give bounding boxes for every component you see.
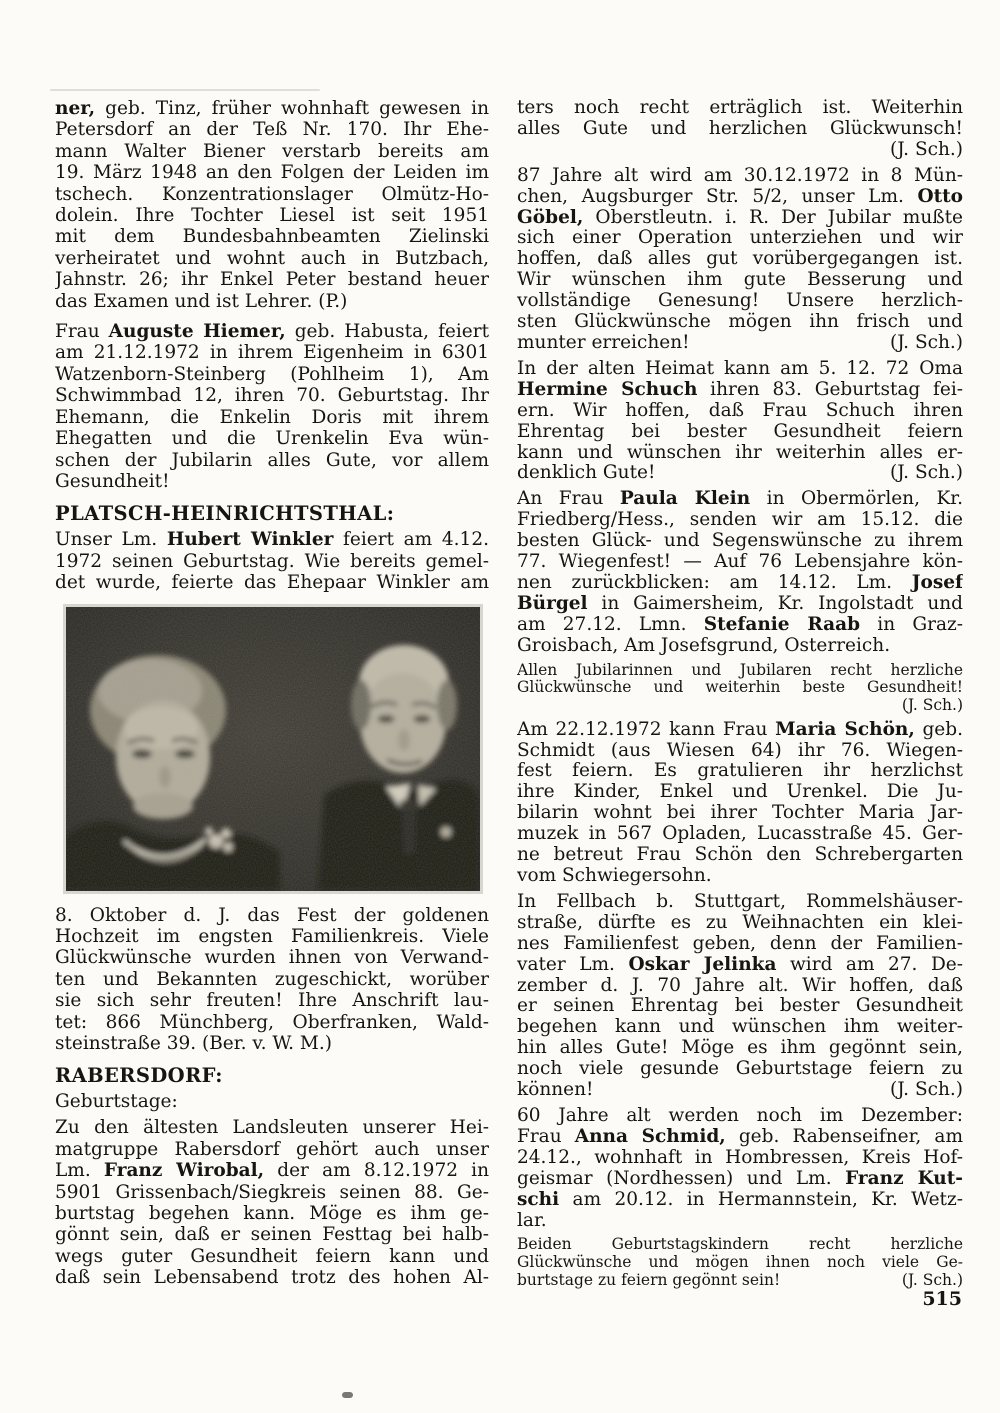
text-segment: Glückwünsche und weiterhin beste Gesundheit! <box>517 679 963 697</box>
text-line <box>517 976 963 997</box>
text-segment: noch viele gesunde Geburtstage feiern zu <box>517 1059 963 1080</box>
text-segment: geb. Rabenseifner, am <box>725 1126 963 1147</box>
bold-text-segment: Maria Schön, <box>775 719 915 740</box>
text-segment: verheiratet und wohnt auch in Butzbach, <box>55 247 489 269</box>
text-segment: tschech. Konzentrationslager Olmütz-Ho- <box>55 183 489 205</box>
couple-portrait-graphic <box>66 607 480 891</box>
text-segment: steinstraße 39. (Ber. v. W. M.) <box>55 1032 332 1054</box>
text-segment: Schmidt (aus Wiesen 64) ihr 76. Wiegen- <box>517 740 963 761</box>
text-segment: hin alles Gute! Möge es ihm gegönnt sein, <box>517 1038 963 1059</box>
text-segment: gönnt sein, daß er seinen Festtag bei halb- <box>55 1224 489 1246</box>
text-segment: ters noch recht erträglich ist. Weiterhin <box>517 98 963 118</box>
klein-buergel-raab-notice <box>517 489 963 656</box>
text-line <box>517 1211 963 1232</box>
text-segment: 60 Jahre alt werden noch im Dezember: <box>517 1105 963 1126</box>
text-line <box>517 119 963 140</box>
bold-text-segment: Hermine Schuch <box>517 379 698 400</box>
text-segment: Gesundheit! <box>55 470 170 492</box>
text-segment: hoffen, daß alles gut vorübergegangen ist. <box>517 249 963 270</box>
text-line <box>55 269 489 290</box>
print-speck <box>342 1392 353 1398</box>
text-segment: vom Schwiegersohn. <box>517 866 712 887</box>
winkler-notice-bottom <box>55 905 489 1055</box>
text-line <box>55 248 489 269</box>
text-segment: Ehrentag bei bester Gesundheit feiern <box>517 421 963 442</box>
page-number: 515 <box>922 1288 962 1310</box>
text-line <box>517 594 963 615</box>
text-line <box>517 573 963 594</box>
text-segment: nen zurückblicken: am 14.12. Lm. <box>517 572 912 593</box>
text-segment: zember d. J. 70 Jahre alt. Wir hoffen, daß <box>517 975 963 996</box>
text-segment: Zu den ältesten Landsleuten unserer Hei- <box>55 1117 489 1139</box>
text-line <box>55 1117 489 1138</box>
text-segment: in Gaimersheim, Kr. Ingolstadt und <box>587 593 963 614</box>
text-segment: daß sein Lebensabend trotz des hohen Al- <box>55 1267 489 1289</box>
bold-text-segment: Hubert Winkler <box>166 529 334 551</box>
text-line <box>55 947 489 968</box>
text-line <box>517 422 963 443</box>
text-segment: das Examen und ist Lehrer. (P.) <box>55 290 348 312</box>
scan-artifact <box>50 89 320 91</box>
text-line <box>55 1182 489 1203</box>
text-segment: Ehemann, die Enkelin Doris mit ihrem <box>55 406 489 428</box>
signature-initials: (J. Sch.) <box>901 696 963 714</box>
text-segment: chen, Augsburger Str. 5/2, unser Lm. <box>517 186 918 207</box>
text-line <box>55 184 489 205</box>
text-line <box>55 1160 489 1181</box>
text-columns <box>55 98 963 1298</box>
text-line <box>517 824 963 845</box>
text-segment: Hochzeit im engsten Familienkreis. Viele <box>55 925 489 947</box>
text-segment: Allen Jubilarinnen und Jubilaren recht herzliche <box>517 661 963 679</box>
bold-text-segment: ner, <box>55 98 96 119</box>
text-line <box>55 1246 489 1267</box>
text-line <box>55 529 489 550</box>
bold-text-segment: Franz Wirobal, <box>103 1160 265 1182</box>
text-line <box>517 1254 963 1272</box>
text-line <box>55 572 489 593</box>
winkler-notice-top <box>55 529 489 593</box>
signature-initials: (J. Sch.) <box>901 1271 963 1289</box>
text-line <box>517 333 963 354</box>
bold-text-segment: schi <box>517 1189 560 1210</box>
text-line <box>517 312 963 333</box>
text-line <box>55 141 489 162</box>
text-segment: 24.12., wohnhaft in Hombressen, Kreis Hof- <box>517 1147 963 1168</box>
bold-text-segment: Stefanie Raab <box>703 614 861 635</box>
text-line <box>517 741 963 762</box>
text-segment: tet: 866 Münchberg, Oberfranken, Wald- <box>55 1011 489 1033</box>
text-line <box>517 443 963 464</box>
right-column <box>517 98 963 1298</box>
text-segment: Frau <box>55 321 109 343</box>
text-segment: 19. März 1948 an den Folgen der Leiden im <box>55 162 489 184</box>
text-segment: Schwimmbad 12, ihren 70. Geburtstag. Ihr <box>55 385 489 407</box>
text-line <box>517 866 963 887</box>
text-segment: dolein. Ihre Tochter Liesel ist seit 1951 <box>55 205 489 227</box>
geburtstagskinder-wishes-small <box>517 1236 963 1289</box>
text-segment: ihre Kinder, Enkel und Urenkel. Die Ju- <box>517 782 963 803</box>
text-segment: der am 8.12.1972 in <box>264 1160 489 1182</box>
text-line <box>55 969 489 990</box>
text-segment: Groisbach, Am Josefsgrund, Österreich. <box>517 635 891 656</box>
signature-initials: (J. Sch.) <box>889 1080 963 1101</box>
text-line <box>55 1224 489 1245</box>
text-line <box>517 913 963 934</box>
text-segment: Unser Lm. <box>55 529 167 551</box>
text-line <box>517 140 963 161</box>
text-segment: Jahnstr. 26; ihr Enkel Peter bestand heuer <box>55 269 489 291</box>
text-line <box>517 380 963 401</box>
text-segment: 77. Wiegenfest! — Auf 76 Lebensjahre kön- <box>517 552 963 573</box>
text-line <box>517 892 963 913</box>
text-segment: vollständige Genesung! Unsere herzlich- <box>517 291 963 312</box>
text-segment: In Fellbach b. Stuttgart, Rommelshäuser- <box>517 891 963 912</box>
text-segment: geb. Habusta, feiert <box>285 321 489 343</box>
text-segment: Ehegatten und die Urenkelin Eva wün- <box>55 428 489 450</box>
text-segment: burtstag begehen kann. Möge es ihm ge- <box>55 1203 489 1224</box>
text-line <box>517 228 963 249</box>
text-line <box>517 98 963 119</box>
text-line <box>517 187 963 208</box>
text-line <box>55 385 489 406</box>
bold-text-segment: Josef <box>911 572 963 593</box>
text-line <box>517 489 963 510</box>
text-segment: besten Glück- und Segenswünsche zu ihrem <box>517 531 963 552</box>
left-column <box>55 98 489 1298</box>
schmid-kutschi-notice <box>517 1106 963 1231</box>
bold-text-segment: Göbel, <box>517 207 584 228</box>
text-line <box>517 1127 963 1148</box>
text-line <box>517 1059 963 1080</box>
text-segment: am 21.12.1972 in ihrem Eigenheim in 6301 <box>55 342 489 364</box>
text-line <box>517 1080 963 1101</box>
text-segment: 1972 seinen Geburtstag. Wie bereits gemel- <box>55 550 489 572</box>
text-line <box>55 471 489 492</box>
text-line <box>517 1272 963 1290</box>
text-line <box>517 761 963 782</box>
text-line <box>517 720 963 741</box>
text-line <box>55 1203 489 1224</box>
text-segment: kann und wünschen ihr weiterhin alles er- <box>517 442 963 463</box>
text-segment: 5901 Grissenbach/Siegkreis seinen 88. Ge- <box>55 1181 489 1203</box>
text-line <box>517 359 963 380</box>
winkler-couple-photo <box>63 604 483 894</box>
text-line <box>517 531 963 552</box>
bold-text-segment: Auguste Hiemer, <box>108 321 286 343</box>
text-line <box>517 1017 963 1038</box>
text-segment: ten und Bekannten zugeschickt, worüber <box>55 968 489 990</box>
text-segment: geb. Tinz, früher wohnhaft gewesen in <box>95 98 489 119</box>
text-segment: ern. Wir hoffen, daß Frau Schuch ihren <box>517 400 963 421</box>
text-line <box>55 450 489 471</box>
text-line <box>517 510 963 531</box>
text-line <box>517 934 963 955</box>
text-segment: vater Lm. <box>517 954 629 975</box>
biener-notice <box>55 98 489 312</box>
text-line <box>517 166 963 187</box>
signature-initials: (J. Sch.) <box>889 332 963 353</box>
bold-text-segment: Otto <box>917 186 963 207</box>
text-segment: ihren 83. Geburtstag fei- <box>697 379 963 400</box>
text-segment: er seinen Ehrentag bei bester Gesundheit <box>517 996 963 1017</box>
text-segment: matgruppe Rabersdorf gehört auch unser <box>55 1138 489 1160</box>
text-segment: Wir wünschen ihm gute Besserung und <box>517 270 963 291</box>
signature-initials: (J. Sch.) <box>889 139 963 160</box>
text-line <box>517 1106 963 1127</box>
text-line <box>517 845 963 866</box>
text-segment: An Frau <box>517 489 620 510</box>
geburtstage-subheading: Geburtstage: <box>55 1091 178 1113</box>
text-line <box>55 428 489 449</box>
text-segment: ne betreut Frau Schön den Schrebergarten <box>517 845 963 866</box>
text-line <box>55 905 489 926</box>
text-line <box>517 1236 963 1254</box>
text-line <box>55 162 489 183</box>
text-segment: feiert am 4.12. <box>333 529 489 551</box>
text-segment: Petersdorf an der Teß Nr. 170. Ihr Ehe- <box>55 119 489 141</box>
text-segment: schen der Jubilarin alles Gute, vor allem <box>55 449 489 471</box>
text-segment: in Graz- <box>860 614 963 635</box>
text-line <box>517 291 963 312</box>
text-segment: fest feiern. Es gratulieren ihr herzlichst <box>517 761 963 782</box>
text-line <box>517 803 963 824</box>
text-segment: bilarin wohnt bei ihrer Tochter Maria Jar- <box>517 803 963 824</box>
text-segment: Beiden Geburtstagskindern recht herzliche <box>517 1236 963 1254</box>
text-segment: am 20.12. in Hermannstein, Kr. Wetz- <box>559 1189 963 1210</box>
text-segment: lar. <box>517 1210 547 1231</box>
text-segment: Am 22.12.1972 kann Frau <box>517 719 776 740</box>
text-line <box>517 552 963 573</box>
text-segment: wird am 27. De- <box>776 954 963 975</box>
text-line <box>55 119 489 140</box>
bold-text-segment: Franz Kut- <box>845 1168 963 1189</box>
text-line <box>517 1148 963 1169</box>
text-line <box>517 1169 963 1190</box>
text-segment: Oberstleutn. i. R. Der Jubilar mußte <box>583 207 963 228</box>
text-line <box>517 208 963 229</box>
text-segment: geb. <box>914 719 963 740</box>
text-line <box>55 342 489 363</box>
platsch-heinrichtsthal-heading: PLATSCH-HEINRICHTSTHAL: <box>55 502 395 526</box>
text-line <box>517 249 963 270</box>
text-line <box>517 955 963 976</box>
text-line <box>55 1033 489 1054</box>
text-line <box>55 321 489 342</box>
schuch-notice <box>517 359 963 484</box>
text-segment: können! <box>517 1080 594 1101</box>
text-line <box>55 1139 489 1160</box>
text-line <box>517 996 963 1017</box>
text-line <box>517 782 963 803</box>
bold-text-segment: Oskar Jelinka <box>628 954 777 975</box>
bold-text-segment: Bürgel <box>517 593 588 614</box>
jelinka-notice <box>517 892 963 1101</box>
text-line <box>55 98 489 119</box>
rabersdorf-heading: RABERSDORF: <box>55 1064 223 1088</box>
text-segment: Glückwünsche wurden ihnen von Verwand- <box>55 947 489 969</box>
hiemer-notice <box>55 321 489 492</box>
text-line <box>517 1190 963 1211</box>
signature-initials: (J. Sch.) <box>889 463 963 484</box>
text-segment: 87 Jahre alt wird am 30.12.1972 in 8 Mün- <box>517 165 963 186</box>
text-line <box>55 291 489 312</box>
text-segment: wegs guter Gesundheit feiern kann und <box>55 1245 489 1267</box>
wirobal-notice-continued <box>517 98 963 161</box>
text-line <box>55 364 489 385</box>
wirobal-notice <box>55 1117 489 1288</box>
text-line <box>55 1012 489 1033</box>
text-segment: sten Glückwünsche mögen ihn frisch und <box>517 312 963 333</box>
text-line <box>55 551 489 572</box>
text-line <box>517 636 963 657</box>
goebel-notice <box>517 166 963 354</box>
text-line <box>517 662 963 680</box>
text-line <box>55 205 489 226</box>
text-segment: denklich Gute! <box>517 463 656 484</box>
jubilare-wishes-small <box>517 662 963 715</box>
text-segment: straße, dürfte es zu Weihnachten ein klei- <box>517 912 963 933</box>
text-line <box>517 270 963 291</box>
text-segment: Friedberg/Hess., senden wir am 15.12. die <box>517 510 963 531</box>
text-line <box>55 226 489 247</box>
bold-text-segment: Anna Schmid, <box>574 1126 726 1147</box>
text-line <box>517 679 963 697</box>
text-line <box>55 990 489 1011</box>
text-segment: sich einer Operation unterziehen und wir <box>517 228 963 249</box>
text-line <box>517 1038 963 1059</box>
text-segment: burtstage zu feiern gegönnt sein! <box>517 1271 781 1289</box>
text-segment: Glückwünsche und mögen ihnen noch viele Ge- <box>517 1254 963 1272</box>
text-segment: Watzenborn-Steinberg (Pohlheim 1), Am <box>55 363 489 385</box>
text-segment: mit dem Bundesbahnbeamten Zielinski <box>55 226 489 248</box>
text-segment: geismar (Nordhessen) und Lm. <box>517 1168 846 1189</box>
text-segment: det wurde, feierte das Ehepaar Winkler am <box>55 572 489 594</box>
text-segment: Frau <box>517 1126 575 1147</box>
text-segment: am 27.12. Lmn. <box>517 614 704 635</box>
text-segment: munter erreichen! <box>517 332 690 353</box>
text-segment: in Obermörlen, Kr. <box>750 489 963 510</box>
text-segment: begehen kann und wünschen ihm weiter- <box>517 1017 963 1038</box>
text-segment: nes Familienfest geben, denn der Familien- <box>517 933 963 954</box>
text-segment: muzek in 567 Opladen, Lucasstraße 45. Ger- <box>517 824 963 845</box>
text-segment: sie sich sehr freuten! Ihre Anschrift lau- <box>55 990 489 1012</box>
text-segment: alles Gute und herzlichen Glückwunsch! <box>517 118 963 139</box>
text-line <box>517 401 963 422</box>
text-segment: In der alten Heimat kann am 5. 12. 72 Oma <box>517 358 963 379</box>
text-segment: 8. Oktober d. J. das Fest der goldenen <box>55 904 489 926</box>
text-line <box>55 926 489 947</box>
text-line <box>55 407 489 428</box>
text-line <box>517 615 963 636</box>
text-segment: mann Walter Biener verstarb bereits am <box>55 140 489 162</box>
text-line <box>517 697 963 715</box>
text-line <box>55 1267 489 1288</box>
bold-text-segment: Paula Klein <box>619 489 751 510</box>
text-segment: Lm. <box>55 1160 104 1182</box>
schoen-notice <box>517 720 963 887</box>
text-line <box>517 463 963 484</box>
